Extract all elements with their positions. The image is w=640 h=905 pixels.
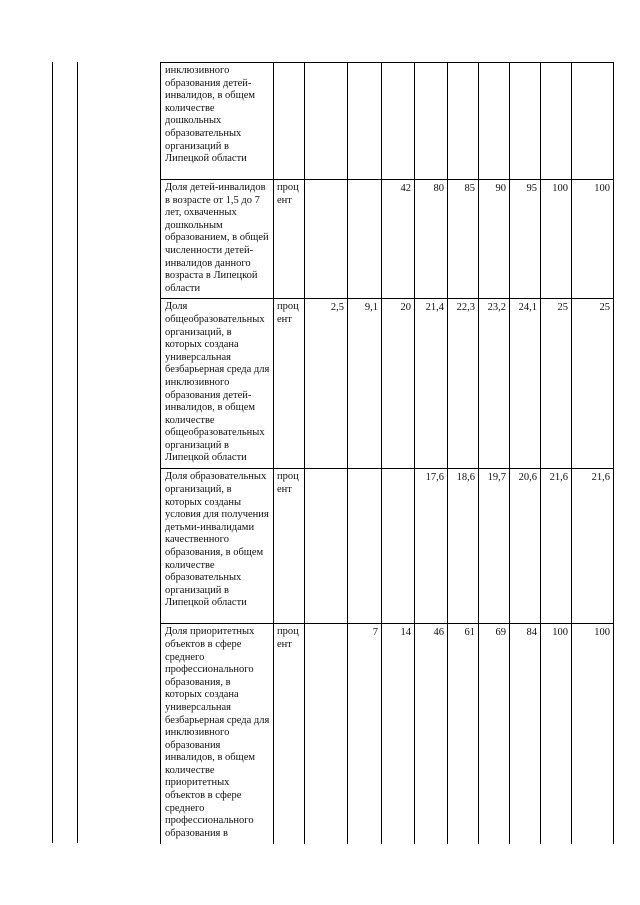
value-cell: [510, 63, 541, 180]
value-cell: 85: [448, 180, 479, 299]
table-row: [161, 469, 614, 624]
unit-cell: [274, 63, 305, 180]
value-cell: 7: [348, 624, 382, 844]
left-border-line-2: [77, 62, 78, 843]
value-cell: 21,6: [572, 469, 614, 624]
value-cell: 14: [382, 624, 415, 844]
value-cell: 42: [382, 180, 415, 299]
value-cell: 22,3: [448, 299, 479, 469]
value-cell: 18,6: [448, 469, 479, 624]
value-cell: 84: [510, 624, 541, 844]
value-cell: 21,6: [541, 469, 572, 624]
unit-cell: проц ент: [274, 299, 305, 469]
indicator-description: инклюзивного образования детей- инвалидов, в общем количестве дошкольных образовательных организаций в Липецкой области: [161, 63, 274, 180]
indicators-table: [160, 62, 614, 844]
table-body: [161, 63, 614, 844]
value-cell: [305, 469, 348, 624]
unit-cell: проц ент: [274, 469, 305, 624]
value-cell: 90: [479, 180, 510, 299]
value-cell: 95: [510, 180, 541, 299]
value-cell: 20: [382, 299, 415, 469]
unit-cell: проц ент: [274, 624, 305, 844]
table-row: [161, 624, 614, 844]
value-cell: [382, 469, 415, 624]
value-cell: [348, 469, 382, 624]
value-cell: 25: [572, 299, 614, 469]
table-row: [161, 299, 614, 469]
value-cell: 100: [541, 180, 572, 299]
value-cell: 100: [541, 624, 572, 844]
value-cell: [305, 624, 348, 844]
indicator-description: Доля приоритетных объектов в сфере среднего профессионального образования, в которых создана универсальная безбарьерная среда для инклюзивного образования инвалидов, в общем количестве приоритетных объектов в сфере среднего профессионального образования в: [161, 624, 274, 844]
value-cell: [348, 63, 382, 180]
table-row: [161, 63, 614, 180]
unit-cell: проц ент: [274, 180, 305, 299]
value-cell: [541, 63, 572, 180]
value-cell: 24,1: [510, 299, 541, 469]
value-cell: 61: [448, 624, 479, 844]
value-cell: 46: [415, 624, 448, 844]
value-cell: 2,5: [305, 299, 348, 469]
indicator-description: Доля образовательных организаций, в которых созданы условия для получения детьми-инвалидами качественного образования, в общем количестве образовательных организаций в Липецкой области: [161, 469, 274, 624]
value-cell: 100: [572, 624, 614, 844]
value-cell: 23,2: [479, 299, 510, 469]
value-cell: 25: [541, 299, 572, 469]
indicator-description: Доля общеобразовательных организаций, в которых создана универсальная безбарьерная среда для инклюзивного образования детей- инвалидов, в общем количестве общеобразовательных организаций в Липецкой области: [161, 299, 274, 469]
value-cell: [479, 63, 510, 180]
value-cell: [305, 180, 348, 299]
value-cell: 20,6: [510, 469, 541, 624]
value-cell: [415, 63, 448, 180]
value-cell: 9,1: [348, 299, 382, 469]
value-cell: 21,4: [415, 299, 448, 469]
table-row: [161, 180, 614, 299]
value-cell: 19,7: [479, 469, 510, 624]
value-cell: [382, 63, 415, 180]
value-cell: [305, 63, 348, 180]
value-cell: [348, 180, 382, 299]
value-cell: 17,6: [415, 469, 448, 624]
value-cell: 100: [572, 180, 614, 299]
value-cell: [572, 63, 614, 180]
value-cell: [448, 63, 479, 180]
indicator-description: Доля детей-инвалидов в возрасте от 1,5 до 7 лет, охваченных дошкольным образованием, в общей численности детей- инвалидов данного возраста в Липецкой области: [161, 180, 274, 299]
left-border-line-1: [52, 62, 53, 843]
value-cell: 69: [479, 624, 510, 844]
value-cell: 80: [415, 180, 448, 299]
